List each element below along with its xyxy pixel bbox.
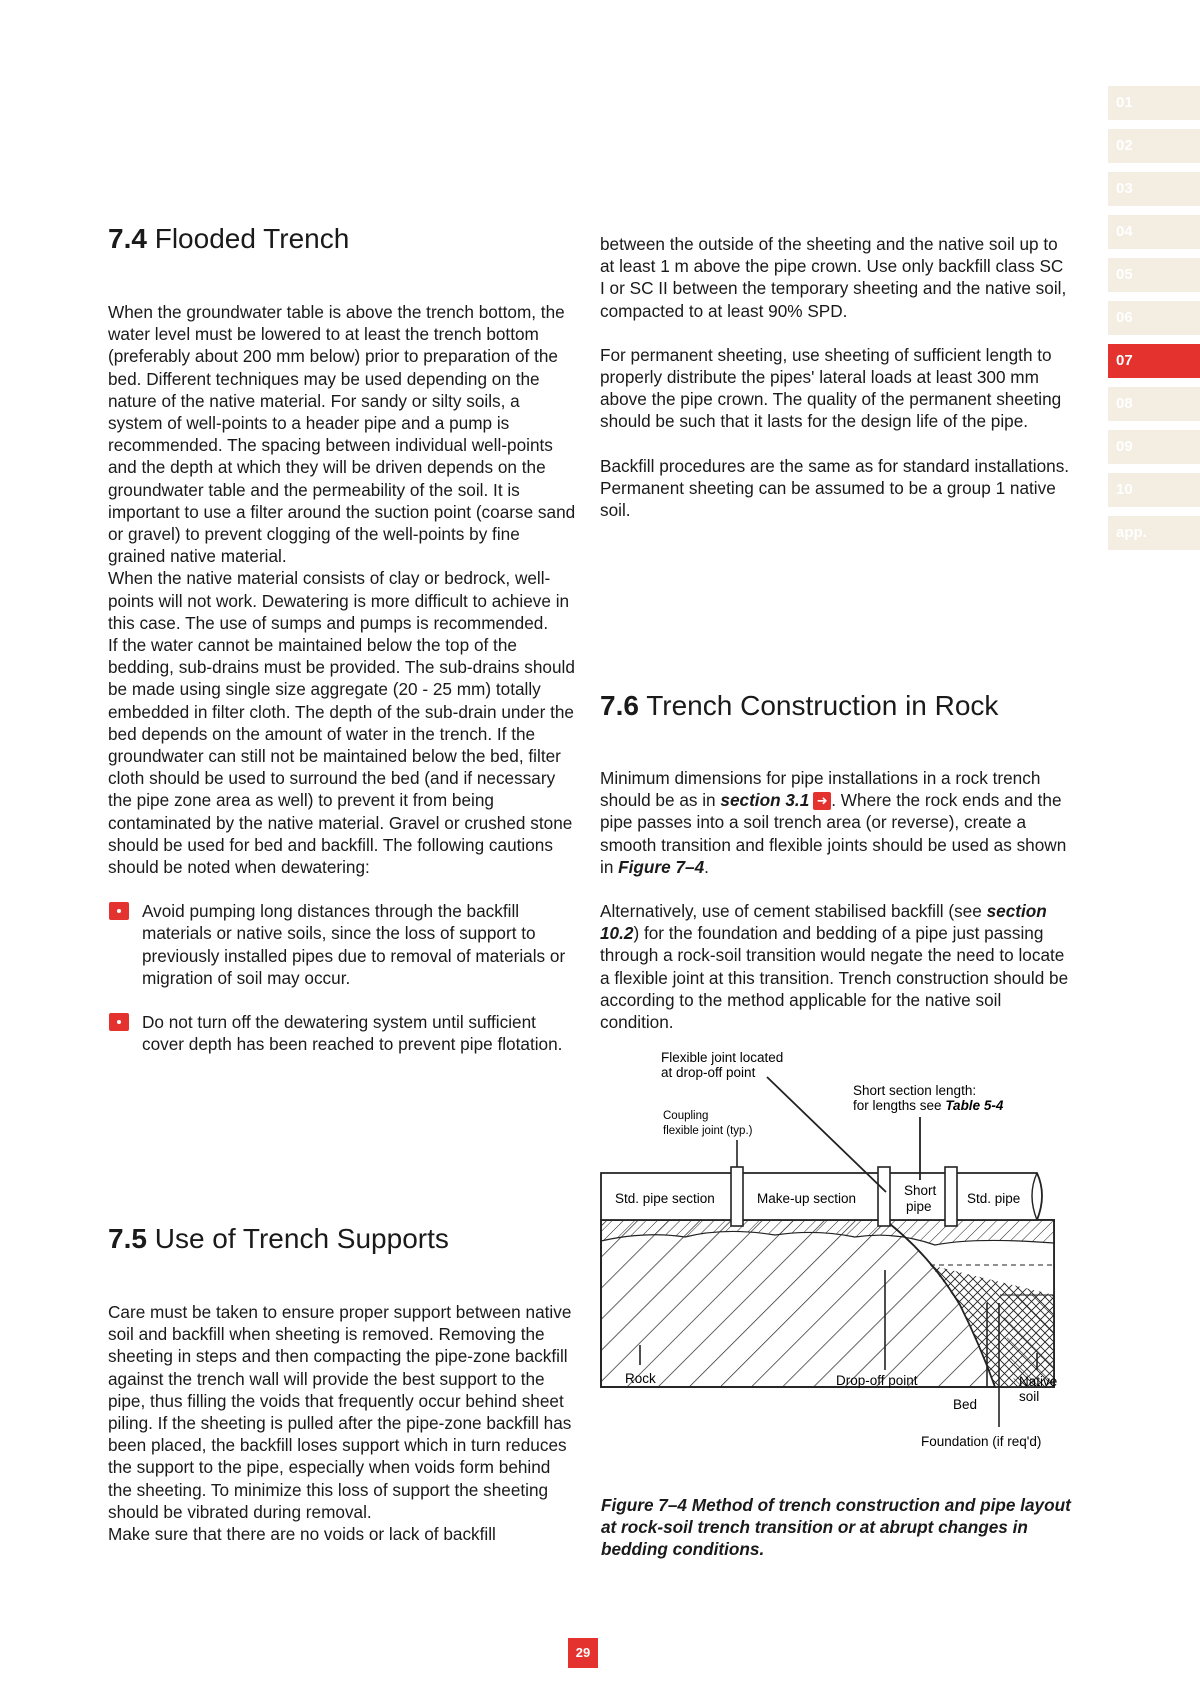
chapter-tab[interactable]: 04 (1108, 215, 1200, 249)
paragraph: Backfill procedures are the same as for standard installations. Permanent sheeting can be assumed to be a group 1 native soil. (600, 455, 1070, 521)
paragraph: Make sure that there are no voids or lack of backfill (108, 1524, 496, 1545)
coupling (945, 1167, 957, 1226)
callout-label: soil (1019, 1389, 1040, 1404)
callout-label: flexible joint (typ.) (663, 1125, 753, 1137)
callout-label: for lengths see Table 5-4 (853, 1098, 1004, 1113)
segment-label: Std. pipe (967, 1191, 1021, 1206)
callout-label: Foundation (if req'd) (921, 1434, 1042, 1449)
paragraph: If the water cannot be maintained below the top of the bedding, sub-drains must be provided. The sub-drains should be made using single size aggregate (20 - 25 mm) totally embedded in filter cloth. The depth of the sub-drain under the bed depends on the amount of water in the trench. If the groundwater can still not be maintained below the bed, filter cloth should be used to surround the bed (and if necessary the pipe zone area as well) to prevent it from being contaminated by the native material. Gravel or crushed stone should be used for bed and backfill. The following cautions should be noted when dewatering: (108, 635, 575, 878)
chapter-tab[interactable]: 08 (1108, 387, 1200, 421)
section-link[interactable]: section 10.2 (600, 901, 1047, 944)
paragraph: For permanent sheeting, use sheeting of sufficient length to properly distribute the pipes' lateral loads at least 300 mm above the pipe crown. The quality of the permanent sheeting should be such that it lasts for the design life of the pipe. (600, 344, 1062, 432)
list-item: Do not turn off the dewatering system until sufficient cover depth has been reached to prevent pipe flotation. (108, 1011, 578, 1055)
segment-label: Make-up section (757, 1191, 857, 1206)
chapter-tab[interactable]: 05 (1108, 258, 1200, 292)
arrow-right-icon[interactable]: ➜ (813, 792, 831, 810)
left-column-lower (108, 1222, 578, 1545)
chapter-tab[interactable]: 09 (1108, 430, 1200, 464)
bullet-icon (109, 902, 129, 920)
callout-label: at drop-off point (661, 1065, 756, 1080)
chapter-tab[interactable]: 02 (1108, 129, 1200, 163)
segment-label: Std. pipe section (615, 1191, 715, 1206)
page-number: 29 (568, 1638, 598, 1668)
callout-label: Bed (953, 1397, 978, 1412)
segment-label: pipe (906, 1199, 932, 1214)
section-7-6-heading: 7.6 Trench Construction in Rock (600, 690, 999, 721)
chapter-tab[interactable]: 01 (1108, 86, 1200, 120)
figure-link[interactable]: Figure 7–4 (618, 856, 705, 877)
callout-label: Native (1019, 1374, 1058, 1389)
paragraph: Alternatively, use of cement stabilised backfill (see section 10.2) for the foundation and bedding of a pipe just passing through a rock-soil transition would negate the need to locate a flexible joint at this transition. Trench construction should be according to the method applicable for the native soil condition. (600, 901, 1069, 1033)
chapter-tab[interactable]: 10 (1108, 473, 1200, 507)
chapter-tab[interactable]: 06 (1108, 301, 1200, 335)
list-item: Avoid pumping long distances through the backfill materials or native soils, since the loss of support to previously installed pipes due to removal of materials or migration of soil may occur. (108, 900, 578, 989)
left-column (108, 222, 578, 1078)
chapter-tab[interactable]: app. (1108, 516, 1200, 550)
paragraph: When the native material consists of clay or bedrock, well-points will not work. Dewatering is more difficult to achieve in this case. The use of sumps and pumps is recommended. (108, 568, 570, 633)
caution-list (108, 900, 578, 1055)
chapter-tab[interactable]: 03 (1108, 172, 1200, 206)
paragraph: Care must be taken to ensure proper support between native soil and backfill when sheeting is removed. Removing the sheeting in steps and then compacting the pipe-zone backfill against the trench wall will provide the best support to the pipe, thus filling the voids that frequently occur behind sheet piling. If the sheeting is pulled after the pipe-zone backfill has been placed, the backfill loses support which in turn reduces the support to the pipe, especially when voids form behind the sheeting. To minimize this loss of support the sheeting should be vibrated during removal. (108, 1302, 572, 1522)
bullet-icon (109, 1013, 129, 1031)
callout-label: Short section length: (853, 1083, 977, 1098)
paragraph: between the outside of the sheeting and the native soil up to at least 1 m above the pipe crown. Use only backfill class SC I or SC II between the temporary sheeting and the native soil, compacted to at least 90% SPD. (600, 234, 1067, 321)
section-7-4-heading: 7.4 Flooded Trench (108, 223, 350, 254)
callout-label: Drop-off point (836, 1373, 918, 1388)
right-column-lower (600, 689, 1070, 1055)
coupling (731, 1167, 743, 1226)
coupling (878, 1167, 890, 1226)
trench-transition-diagram (595, 1045, 1075, 1465)
section-link[interactable]: section 3.1 (720, 790, 810, 811)
paragraph: When the groundwater table is above the trench bottom, the water level must be lowered to at least the trench bottom (preferably about 200 mm below) prior to preparation of the bed. Different techniques may be used depending on the nature of the native material. For sandy or silty soils, a system of well-points to a header pipe and a pump is recommended. The spacing between individual well-points and the depth at which they will be driven depends on the groundwater table and the permeability of the soil. It is important to use a filter around the suction point (coarse sand or gravel) to prevent clogging of the well-points by fine grained native material. (108, 302, 576, 567)
chapter-tab-active[interactable]: 07 (1108, 344, 1200, 378)
right-column (600, 233, 1070, 543)
segment-label: Short (904, 1183, 937, 1198)
chapter-tabs (1108, 86, 1200, 559)
callout-label: Coupling (663, 1110, 709, 1122)
section-7-5-heading: 7.5 Use of Trench Supports (108, 1223, 449, 1254)
callout-label: Flexible joint located (661, 1050, 784, 1065)
callout-label: Rock (625, 1371, 656, 1386)
figure-caption: Figure 7–4 Method of trench construction and pipe layout at rock-soil trench transition or at abrupt changes in bedding conditions. (601, 1495, 1071, 1560)
paragraph: Minimum dimensions for pipe installations in a rock trench should be as in section 3.1 ➜ . Where the rock ends and the pipe passes into a soil trench area (or reverse), create a smooth transition and flexible joints should be used as shown in Figure 7–4. (600, 768, 1067, 877)
